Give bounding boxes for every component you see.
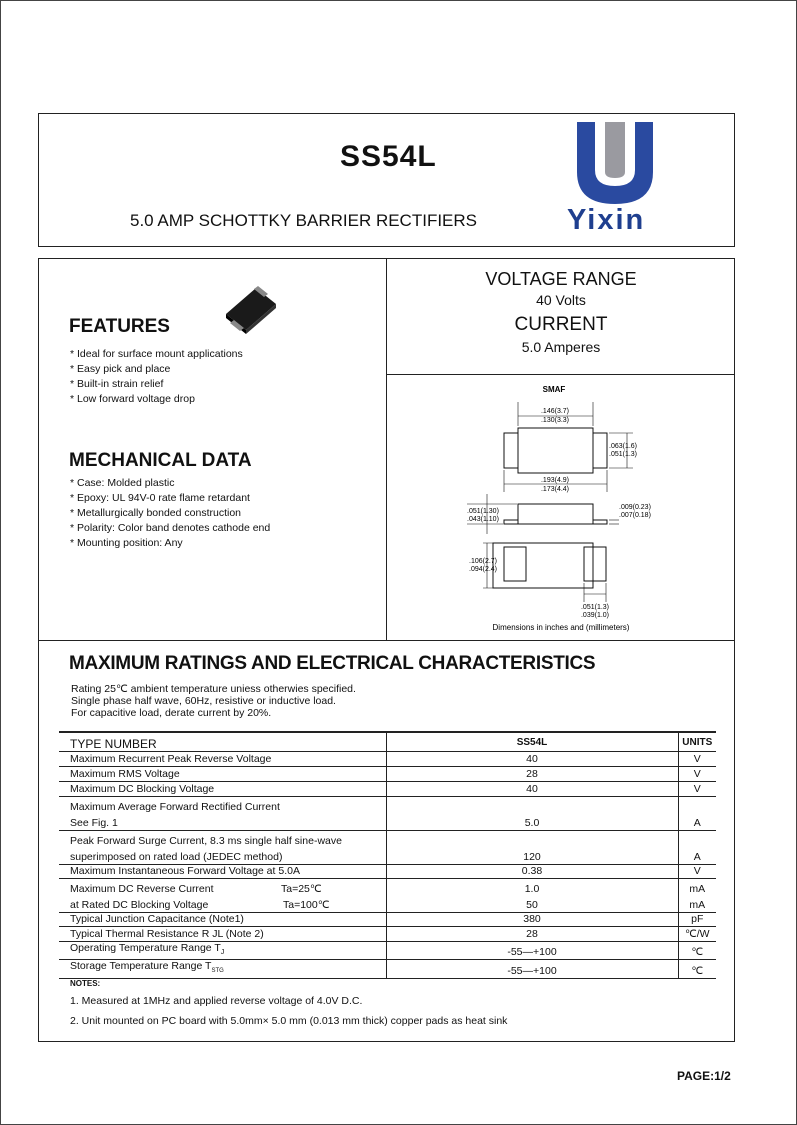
voltage-range-value: 40 Volts xyxy=(536,292,586,308)
mechanical-item: * Polarity: Color band denotes cathode end xyxy=(70,522,271,534)
dim-body-height-max: .106(2.7) xyxy=(469,558,498,565)
table-row: Peak Forward Surge Current, 8.3 ms single half sine-wave superimposed on rated load (JEDEC method) 120 A xyxy=(59,831,716,865)
smaf-component-icon xyxy=(222,284,278,336)
dim-pad-width-max: .051(1.3) xyxy=(580,604,610,611)
feature-item: * Easy pick and place xyxy=(70,363,171,375)
dim-body-height-min: .094(2.4) xyxy=(469,566,498,573)
yixin-logo-text: Yixin xyxy=(567,204,646,236)
top-view-lead-left xyxy=(504,433,518,468)
header-type-number: TYPE NUMBER xyxy=(59,732,386,752)
mechanical-list xyxy=(70,476,270,551)
dim-right-height-max: .063(1.6) xyxy=(609,443,638,450)
current-title: CURRENT xyxy=(514,314,608,335)
table-row: Maximum Recurrent Peak Reverse Voltage 40 V xyxy=(59,752,716,767)
dim-lead-thickness-max: .009(0.23) xyxy=(619,504,651,511)
table-row: Storage Temperature Range $T_{STG}$ -55—+100 ℃ xyxy=(59,960,716,979)
dim-lead-thickness-min: .007(0.18) xyxy=(619,512,651,519)
package-name: SMAF xyxy=(542,385,566,394)
dim-pad-width-min: .039(1.0) xyxy=(580,612,610,619)
intro-line: Single phase half wave, 60Hz, resistive or inductive load. xyxy=(71,695,336,707)
table-row: Maximum DC Reverse Current Ta=25℃ at Rated DC Blocking Voltage Ta=100℃ 1.0 50 mA mA xyxy=(59,879,716,913)
table-row: Maximum DC Blocking Voltage 40 V xyxy=(59,782,716,797)
main-divider-horizontal xyxy=(386,374,735,375)
header-units: UNITS xyxy=(678,732,716,752)
top-view-lead-right xyxy=(593,433,607,468)
dim-top-width-max: .146(3.7) xyxy=(540,408,570,415)
mechanical-item: * Metallurgically bonded construction xyxy=(70,507,242,519)
package-drawing xyxy=(387,376,734,638)
package-caption: Dimensions in inches and (millimeters) xyxy=(492,623,630,632)
mechanical-heading: MECHANICAL DATA xyxy=(69,450,252,471)
table-row: Typical Thermal Resistance R JL (Note 2) 28 ℃/W xyxy=(59,927,716,942)
intro-line: Rating 25℃ ambient temperature uniess otherwies specified. xyxy=(71,683,356,695)
feature-item: * Ideal for surface mount applications xyxy=(70,348,243,360)
table-row: Maximum Instantaneous Forward Voltage at 5.0A 0.38 V xyxy=(59,865,716,879)
mechanical-item: * Epoxy: UL 94V-0 rate flame retardant xyxy=(70,492,250,504)
intro-line: For capacitive load, derate current by 20%. xyxy=(71,707,272,719)
ratings-title: MAXIMUM RATINGS AND ELECTRICAL CHARACTERISTICS xyxy=(69,653,596,674)
dim-side-height-max: .051(1.30) xyxy=(467,508,499,515)
top-view-body xyxy=(518,428,593,473)
dim-overall-max: .193(4.9) xyxy=(540,477,570,484)
feature-item: * Built-in strain relief xyxy=(70,378,164,390)
part-number-title: SS54L xyxy=(340,140,437,173)
table-row: Operating Temperature Range $T_J$ -55—+100 ℃ xyxy=(59,942,716,960)
note-2: 2. Unit mounted on PC board with 5.0mm× 5.0 mm (0.013 mm thick) copper pads as heat sink xyxy=(70,1015,508,1027)
dim-top-width-min: .130(3.3) xyxy=(540,417,570,424)
note-1: 1. Measured at 1MHz and applied reverse voltage of 4.0V D.C. xyxy=(70,995,363,1007)
mechanical-item: * Mounting position: Any xyxy=(70,537,183,549)
page-number: PAGE:1/2 xyxy=(677,1069,731,1083)
mechanical-item: * Case: Molded plastic xyxy=(70,477,175,489)
yixin-logo-icon xyxy=(575,120,655,206)
table-row: Typical Junction Capacitance (Note1) 380 pF xyxy=(59,913,716,927)
features-heading: FEATURES xyxy=(69,316,170,337)
product-subtitle: 5.0 AMP SCHOTTKY BARRIER RECTIFIERS xyxy=(130,211,478,230)
dim-side-height-min: .043(1.10) xyxy=(467,516,499,523)
current-value: 5.0 Amperes xyxy=(521,339,601,355)
side-view-body xyxy=(518,504,593,524)
header-part: SS54L xyxy=(386,732,678,752)
table-row: Maximum RMS Voltage 28 V xyxy=(59,767,716,782)
ratings-intro xyxy=(71,683,356,719)
voltage-range-title: VOLTAGE RANGE xyxy=(485,269,637,289)
features-list xyxy=(70,347,243,407)
notes-label: NOTES: xyxy=(70,979,101,988)
table-header-row xyxy=(59,732,716,752)
table-row: Maximum Average Forward Rectified Current See Fig. 1 5.0 A xyxy=(59,797,716,831)
feature-item: * Low forward voltage drop xyxy=(70,393,195,405)
dim-right-height-min: .051(1.3) xyxy=(609,451,638,458)
dim-overall-min: .173(4.4) xyxy=(540,486,570,493)
ratings-table xyxy=(59,731,716,979)
